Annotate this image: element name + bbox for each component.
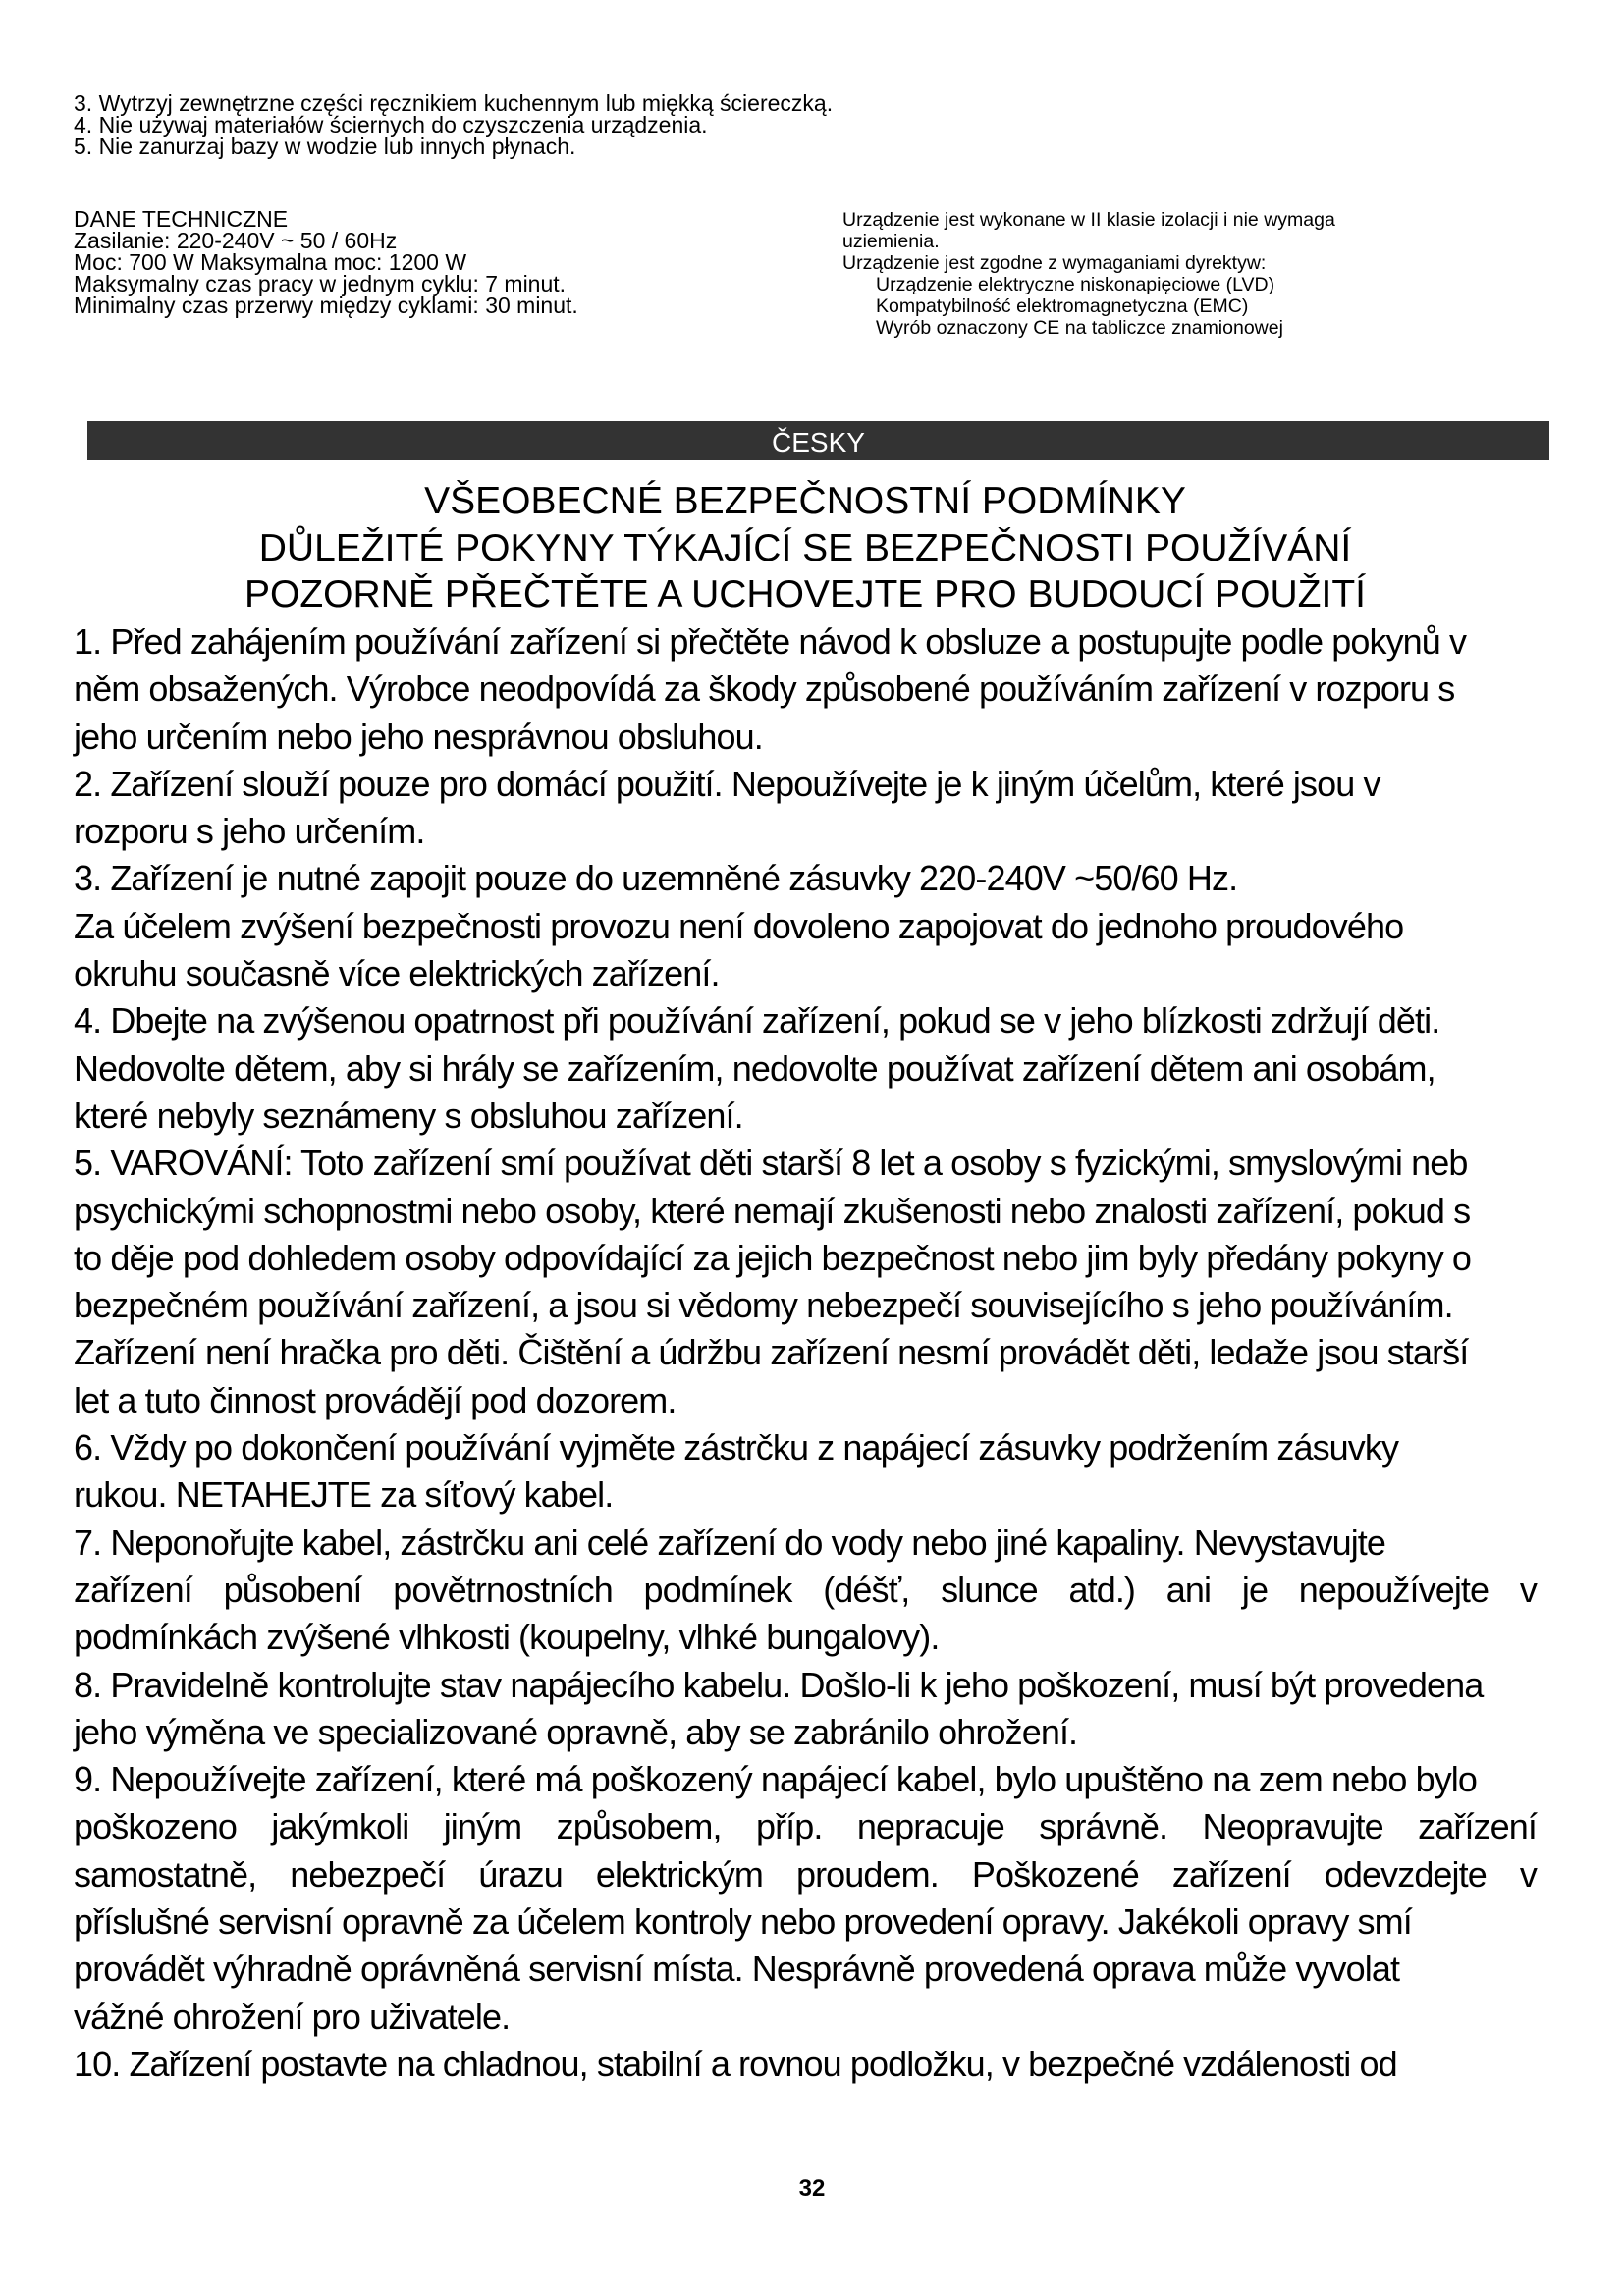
page-number: 32 xyxy=(798,2175,826,2202)
compliance-line: Urządzenie jest wykonane w II klasie izolacji i nie wymaga xyxy=(842,209,1335,231)
body-line: Za účelem zvýšení bezpečnosti provozu není dovoleno zapojovat do jednoho proudového xyxy=(74,905,1404,946)
cleaning-step: 3. Wytrzyj zewnętrzne części ręcznikiem kuchennym lub miękką ściereczką. xyxy=(74,90,834,116)
cleaning-step: 4. Nie używaj materiałów ściernych do czyszczenia urządzenia. xyxy=(74,112,708,137)
body-line: rukou. NETAHEJTE za síťový kabel. xyxy=(74,1474,614,1516)
body-line: Zařízení není hračka pro děti. Čištění a údržbu zařízení nesmí provádět děti, ledaže jsou starší xyxy=(74,1332,1469,1373)
polish-cleaning-steps xyxy=(74,92,1497,157)
technical-data-line: Zasilanie: 220-240V ~ 50 / 60Hz xyxy=(74,228,398,253)
body-line: něm obsažených. Výrobce neodpovídá za škody způsobené používáním zařízení v rozporu s xyxy=(74,668,1455,710)
body-line: 4. Dbejte na zvýšenou opatrnost při používání zařízení, pokud se v jeho blízkosti zdržují děti. xyxy=(74,1000,1440,1041)
body-line: Nedovolte dětem, aby si hrály se zařízením, nedovolte používat zařízení dětem ani osobám, xyxy=(74,1047,1435,1089)
compliance-line: Kompatybilność elektromagnetyczna (EMC) xyxy=(876,295,1249,317)
body-line: provádět výhradně oprávněná servisní místa. Nesprávně provedená oprava může vyvolat xyxy=(74,1949,1400,1990)
language-label: ČESKY xyxy=(772,427,865,457)
body-line: rozporu s jeho určením. xyxy=(74,811,425,852)
safety-instructions xyxy=(74,618,1624,2088)
body-line: které nebyly seznámeny s obsluhou zařízení. xyxy=(74,1095,743,1136)
body-line: jeho výměna ve specializované opravně, aby se zabránilo ohrožení. xyxy=(74,1711,1078,1752)
language-section-bar xyxy=(87,421,1549,460)
compliance-line: Wyrób oznaczony CE na tabliczce znamionowej xyxy=(876,317,1283,339)
cleaning-step: 5. Nie zanurzaj bazy w wodzie lub innych płynach. xyxy=(74,133,576,159)
body-line: samostatně, nebezpečí úrazu elektrickým proudem. Poškozené zařízení odevzdejte v xyxy=(74,1853,1537,1895)
body-line: příslušné servisní opravně za účelem kontroly nebo provedení opravy. Jakékoli opravy smí xyxy=(74,1901,1412,1943)
technical-data-title: DANE TECHNICZNE xyxy=(74,206,289,232)
technical-data-line: Minimalny czas przerwy między cyklami: 30 minut. xyxy=(74,293,578,318)
compliance-notes xyxy=(842,209,1530,339)
heading-line: VŠEOBECNÉ BEZPEČNOSTNÍ PODMÍNKY xyxy=(424,480,1186,522)
compliance-line: uziemienia. xyxy=(842,231,940,252)
body-line: 10. Zařízení postavte na chladnou, stabilní a rovnou podložku, v bezpečné vzdálenosti od xyxy=(74,2043,1397,2084)
body-line: 9. Nepoužívejte zařízení, které má poškozený napájecí kabel, bylo upuštěno na zem nebo bylo xyxy=(74,1759,1478,1800)
body-line: podmínkách zvýšené vlhkosti (koupelny, vlhké bungalovy). xyxy=(74,1617,940,1658)
body-line: poškozeno jakýmkoli jiným způsobem, příp. nepracuje správně. Neopravujte zařízení xyxy=(74,1806,1537,1847)
body-line: zařízení působení povětrnostních podmínek (déšť, slunce atd.) ani je nepoužívejte v xyxy=(74,1569,1537,1610)
body-line: okruhu současně více elektrických zařízení. xyxy=(74,953,720,994)
body-line: 8. Pravidelně kontrolujte stav napájecího kabelu. Došlo-li k jeho poškození, musí být provedena xyxy=(74,1664,1484,1705)
compliance-line: Urządzenie jest zgodne z wymaganiami dyrektyw: xyxy=(842,252,1267,274)
body-line: to děje pod dohledem osoby odpovídající za jejich bezpečnost nebo jim byly předány pokyny o xyxy=(74,1237,1472,1278)
body-line: 2. Zařízení slouží pouze pro domácí použití. Nepoužívejte je k jiným účelům, které jsou v xyxy=(74,763,1380,804)
body-line: bezpečném používání zařízení, a jsou si vědomy nebezpečí souvisejícího s jeho používáním. xyxy=(74,1285,1453,1326)
technical-data-line: Maksymalny czas pracy w jednym cyklu: 7 minut. xyxy=(74,271,567,296)
body-line: let a tuto činnost provádějí pod dozorem. xyxy=(74,1379,677,1420)
body-line: 7. Neponořujte kabel, zástrčku ani celé zařízení do vody nebo jiné kapaliny. Nevystavujte xyxy=(74,1522,1386,1563)
technical-data-line: Moc: 700 W Maksymalna moc: 1200 W xyxy=(74,249,467,275)
body-line: 6. Vždy po dokončení používání vyjměte zástrčku z napájecí zásuvky podržením zásuvky xyxy=(74,1427,1399,1468)
body-line: 3. Zařízení je nutné zapojit pouze do uzemněné zásuvky 220-240V ~50/60 Hz. xyxy=(74,858,1238,899)
safety-heading xyxy=(74,478,1537,618)
body-line: 5. VAROVÁNÍ: Toto zařízení smí používat děti starší 8 let a osoby s fyzickými, smyslovými neb xyxy=(74,1143,1468,1184)
body-line: psychickými schopnostmi nebo osoby, které nemají zkušenosti nebo znalosti zařízení, pokud s xyxy=(74,1190,1471,1231)
heading-line: POZORNĚ PŘEČTĚTE A UCHOVEJTE PRO BUDOUCÍ POUŽITÍ xyxy=(244,573,1366,615)
technical-data xyxy=(74,208,800,316)
compliance-line: Urządzenie elektryczne niskonapięciowe (LVD) xyxy=(876,274,1275,295)
body-line: jeho určením nebo jeho nesprávnou obsluhou. xyxy=(74,716,763,757)
body-line: vážné ohrožení pro uživatele. xyxy=(74,1996,511,2037)
heading-line: DŮLEŽITÉ POKYNY TÝKAJÍCÍ SE BEZPEČNOSTI POUŽÍVÁNÍ xyxy=(258,526,1352,569)
body-line: 1. Před zahájením používání zařízení si přečtěte návod k obsluze a postupujte podle pokynů v xyxy=(74,621,1467,662)
